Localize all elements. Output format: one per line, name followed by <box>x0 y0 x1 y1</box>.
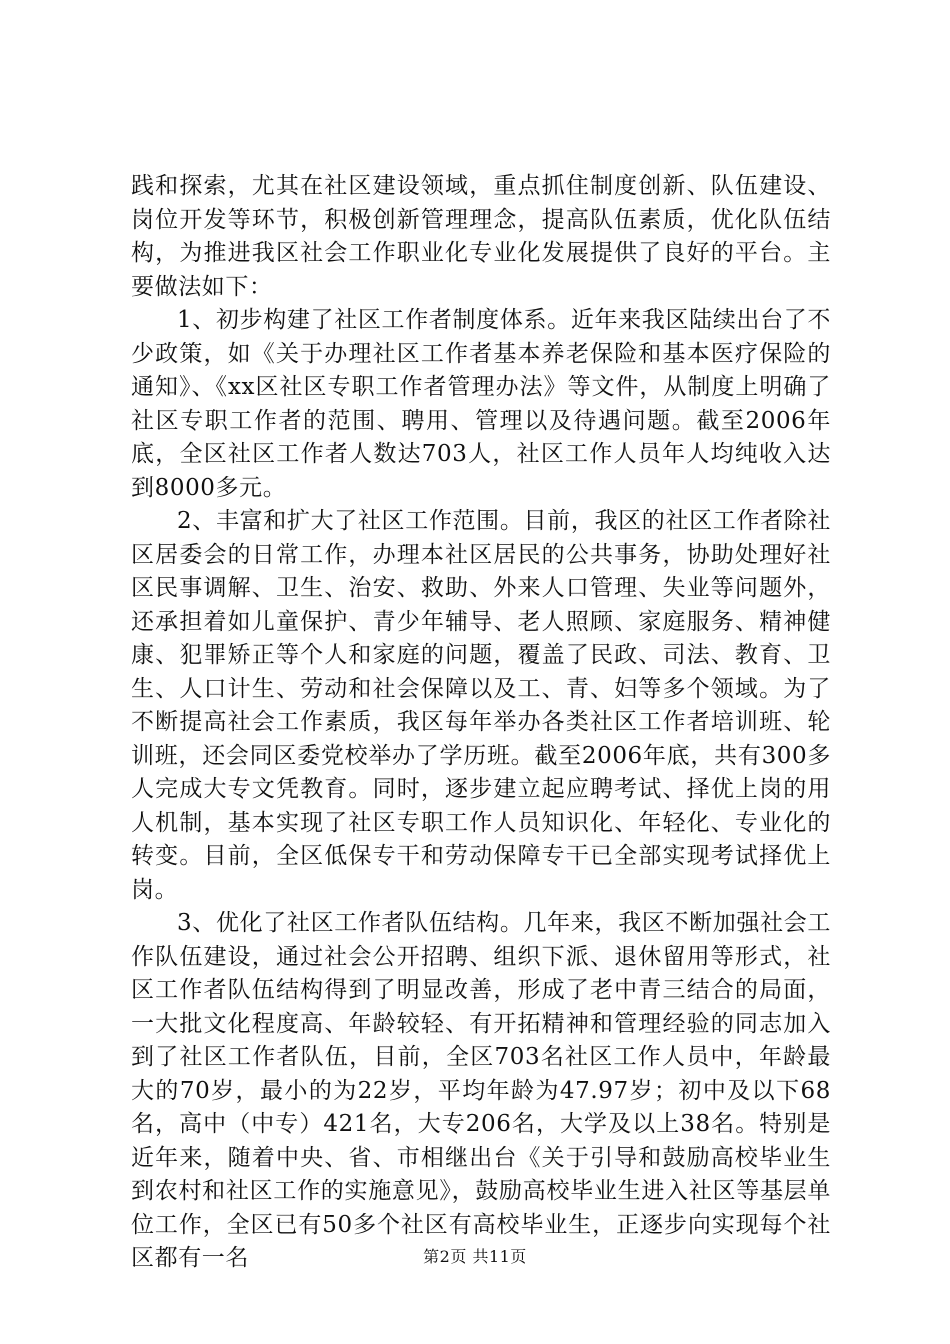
paragraph-intro: 践和探索，尤其在社区建设领域，重点抓住制度创新、队伍建设、岗位开发等环节，积极创新管理理念，提高队伍素质，优化队伍结构，为推进我区社会工作职业化专业化发展提供了良好的平台。主要做法如下： <box>131 173 831 300</box>
paragraph-item-1: 1、初步构建了社区工作者制度体系。近年来我区陆续出台了不少政策，如《关于办理社区工作者基本养老保险和基本医疗保险的通知》、《xx区社区专职工作者管理办法》等文件，从制度上明确了社区专职工作者的范围、聘用、管理以及待遇问题。截至2006年底，全区社区工作者人数达703人，社区工作人员年人均纯收入达到8000多元。 <box>131 307 831 501</box>
paragraph-item-2: 2、丰富和扩大了社区工作范围。目前，我区的社区工作者除社区居委会的日常工作，办理本社区居民的公共事务，协助处理好社区民事调解、卫生、治安、救助、外来人口管理、失业等问题外，还承担着如儿童保护、青少年辅导、老人照顾、家庭服务、精神健康、犯罪矫正等个人和家庭的问题，覆盖了民政、司法、教育、卫生、人口计生、劳动和社会保障以及工、青、妇等多个领域。为了不断提高社会工作素质，我区每年举办各类社区工作者培训班、轮训班，还会同区委党校举办了学历班。截至2006年底，共有300多人完成大专文凭教育。同时，逐步建立起应聘考试、择优上岗的用人机制，基本实现了社区专职工作人员知识化、年轻化、专业化的转变。目前，全区低保专干和劳动保障专干已全部实现考试择优上岗。 <box>131 508 831 903</box>
paragraph-item-3: 3、优化了社区工作者队伍结构。几年来，我区不断加强社会工作队伍建设，通过社会公开招聘、组织下派、退休留用等形式，社区工作者队伍结构得到了明显改善，形成了老中青三结合的局面，一大批文化程度高、年龄较轻、有开拓精神和管理经验的同志加入到了社区工作者队伍，目前，全区703名社区工作人员中，年龄最大的70岁，最小的为22岁，平均年龄为47.97岁；初中及以下68名，高中（中专）421名，大专206名，大学及以上38名。特别是近年来，随着中央、省、市相继出台《关于引导和鼓励高校毕业生到农村和社区工作的实施意见》，鼓励高校毕业生进入社区等基层单位工作，全区已有50多个社区有高校毕业生，正逐步向实现每个社区都有一名 <box>131 910 831 1271</box>
document-body <box>131 170 831 1276</box>
page-footer: 第2页 共11页 <box>423 1247 527 1266</box>
